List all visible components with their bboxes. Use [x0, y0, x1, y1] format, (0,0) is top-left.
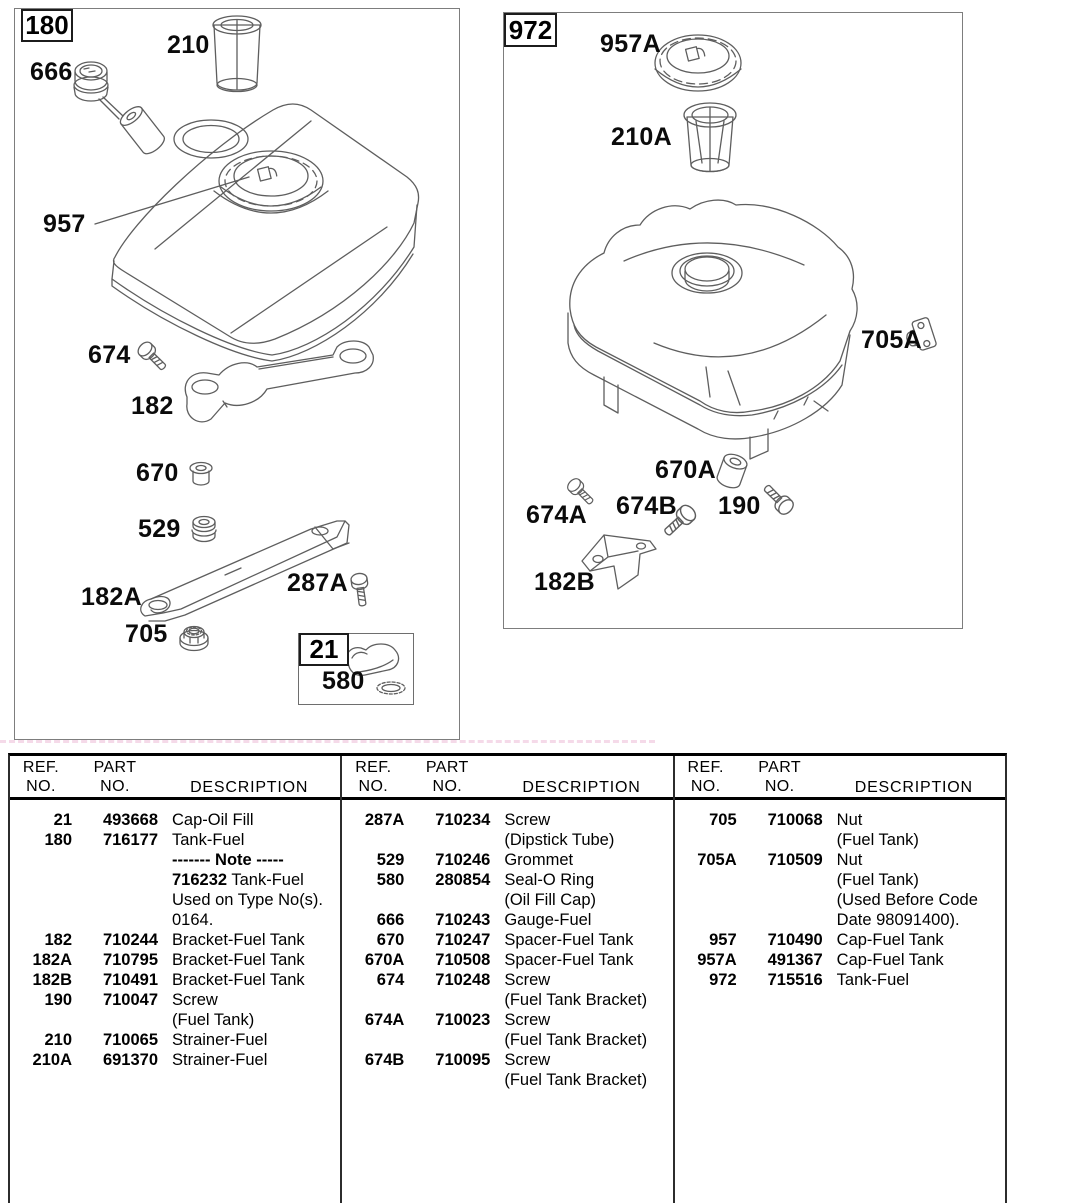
ref-no-cell: 705A	[697, 851, 737, 869]
description-cell: Screw (Fuel Tank)	[172, 991, 255, 1029]
screw-287A-drawing	[350, 572, 370, 606]
part-no-cell: 493668	[102, 811, 158, 829]
fuel-strainer-drawing	[213, 16, 261, 92]
table-row	[10, 1030, 340, 1050]
table-row	[342, 1050, 672, 1090]
part-no-cell: 710244	[102, 931, 158, 949]
part-no-cell: 710023	[435, 1011, 491, 1029]
parts-table	[8, 753, 1007, 1203]
ref-no-cell: 705	[709, 811, 737, 829]
callout-670: 670	[136, 459, 179, 487]
callout-529: 529	[138, 515, 181, 543]
fuel-cap-957A-drawing	[655, 35, 741, 91]
description-cell: Grommet	[504, 851, 574, 869]
screw-674-drawing	[135, 339, 169, 373]
part-no-header: PART NO.	[425, 759, 469, 795]
o-ring-drawing	[377, 682, 405, 694]
fuel-strainer-210A-drawing	[684, 103, 736, 172]
part-no-cell: 710234	[435, 811, 491, 829]
ref-no-cell: 674A	[364, 1011, 405, 1029]
table-row	[342, 810, 672, 850]
table-row	[342, 970, 672, 1010]
parts-table-section-3	[675, 756, 1005, 1203]
part-no-cell: 280854	[435, 871, 491, 889]
part-no-cell: 716177	[102, 831, 158, 849]
callout-210A: 210A	[611, 123, 672, 151]
ref-no-cell: 670A	[364, 951, 405, 969]
fuel-tank-972-drawing	[568, 200, 857, 459]
description-cell: Screw (Fuel Tank Bracket)	[504, 971, 648, 1009]
exploded-drawing-972	[504, 13, 962, 628]
callout-674A: 674A	[526, 501, 587, 529]
callout-182: 182	[131, 392, 174, 420]
description-cell: Bracket-Fuel Tank	[172, 931, 305, 949]
nut-705-drawing	[180, 627, 208, 651]
table-row	[675, 850, 1005, 930]
table-row	[10, 970, 340, 990]
ref-no-cell: 972	[709, 971, 737, 989]
table-row	[675, 810, 1005, 850]
table-row	[342, 910, 672, 930]
ref-no-cell: 580	[376, 871, 405, 889]
description-cell: Strainer-Fuel	[172, 1051, 268, 1069]
scan-artifact-line	[0, 740, 655, 743]
description-cell: Strainer-Fuel	[172, 1031, 268, 1049]
description-cell: Tank-Fuel	[836, 971, 910, 989]
part-no-cell: 710246	[435, 851, 491, 869]
callout-190: 190	[718, 492, 761, 520]
description-header: DESCRIPTION	[854, 779, 973, 796]
table-row	[675, 950, 1005, 970]
fuel-tank-drawing	[95, 104, 419, 361]
part-no-cell: 710508	[435, 951, 491, 969]
spacer-670-drawing	[190, 463, 212, 486]
part-no-cell: 710095	[435, 1051, 491, 1069]
ref-no-cell: 957A	[697, 951, 737, 969]
callout-674B: 674B	[616, 492, 677, 520]
description-cell: Nut (Fuel Tank) (Used Before Code Date 98091400).	[836, 851, 978, 929]
exploded-drawing-180	[15, 9, 459, 739]
description-cell: Screw (Fuel Tank Bracket)	[504, 1011, 648, 1049]
description-cell: Bracket-Fuel Tank	[172, 971, 305, 989]
ref-no-cell: 182	[44, 931, 72, 949]
callout-957: 957	[43, 210, 86, 238]
ref-no-cell: 957	[709, 931, 737, 949]
table-row	[342, 930, 672, 950]
table-header	[675, 756, 1005, 800]
diagram-box-972	[503, 12, 963, 629]
diagram-box-label-972: 972	[504, 13, 557, 47]
ref-no-cell: 529	[376, 851, 405, 869]
ref-no-cell: 210A	[32, 1051, 72, 1069]
part-no-cell: 710795	[102, 951, 158, 969]
description-header: DESCRIPTION	[522, 779, 641, 796]
description-cell: Seal-O Ring (Oil Fill Cap)	[504, 871, 596, 909]
callout-705: 705	[125, 620, 168, 648]
callout-666: 666	[30, 58, 73, 86]
part-no-cell: 491367	[767, 951, 823, 969]
description-cell: Spacer-Fuel Tank	[504, 951, 634, 969]
fuel-gauge-drawing	[74, 62, 167, 157]
ref-no-cell: 287A	[364, 811, 405, 829]
ref-no-cell: 21	[53, 811, 72, 829]
ref-no-cell: 670	[376, 931, 405, 949]
table-row	[10, 990, 340, 1030]
callout-210: 210	[167, 31, 210, 59]
parts-table-section-2	[342, 756, 674, 1203]
description-cell: Screw (Dipstick Tube)	[504, 811, 615, 849]
ref-no-cell: 666	[376, 911, 405, 929]
description-header: DESCRIPTION	[190, 779, 309, 796]
spacer-670A-drawing	[715, 451, 749, 490]
table-row	[675, 970, 1005, 990]
table-body	[10, 800, 340, 1070]
callout-705A: 705A	[861, 326, 922, 354]
table-row	[10, 950, 340, 970]
part-no-cell: 715516	[767, 971, 823, 989]
table-row	[10, 810, 340, 830]
part-no-cell: 710247	[435, 931, 491, 949]
table-row	[342, 1010, 672, 1050]
part-no-cell: 710068	[767, 811, 823, 829]
description-cell: Gauge-Fuel	[504, 911, 592, 929]
callout-287A: 287A	[287, 569, 348, 597]
table-row	[10, 830, 340, 930]
callout-674: 674	[88, 341, 131, 369]
callout-182B: 182B	[534, 568, 595, 596]
part-no-cell: 691370	[102, 1051, 158, 1069]
table-row	[342, 870, 672, 910]
callout-182A: 182A	[81, 583, 142, 611]
part-no-header: PART NO.	[93, 759, 137, 795]
table-header	[10, 756, 340, 800]
ref-no-cell: 210	[44, 1031, 72, 1049]
leader-line-957	[95, 177, 249, 224]
description-cell: Nut (Fuel Tank)	[836, 811, 919, 849]
callout-957A: 957A	[600, 30, 661, 58]
diagram-box-180	[14, 8, 460, 740]
description-cell: Cap-Oil Fill	[172, 811, 254, 829]
description-cell: Spacer-Fuel Tank	[504, 931, 634, 949]
description-cell: Cap-Fuel Tank	[836, 951, 944, 969]
part-no-cell: 710491	[102, 971, 158, 989]
description-cell: Tank-Fuel ------- Note ----- 716232 Tank-Fuel Used on Type No(s). 0164.	[172, 831, 324, 929]
description-cell: Cap-Fuel Tank	[836, 931, 944, 949]
grommet-529-drawing	[192, 517, 216, 542]
part-no-cell: 710243	[435, 911, 491, 929]
part-no-cell: 710047	[102, 991, 158, 1009]
table-row	[675, 930, 1005, 950]
table-row	[342, 850, 672, 870]
table-body	[675, 800, 1005, 990]
description-cell: Bracket-Fuel Tank	[172, 951, 305, 969]
part-no-cell: 710248	[435, 971, 491, 989]
description-cell: Screw (Fuel Tank Bracket)	[504, 1051, 648, 1089]
parts-table-section-1	[10, 756, 342, 1203]
callout-670A: 670A	[655, 456, 716, 484]
ref-no-cell: 182A	[32, 951, 72, 969]
ref-no-header: REF. NO.	[22, 759, 60, 795]
part-no-cell: 710490	[767, 931, 823, 949]
ref-no-header: REF. NO.	[355, 759, 392, 795]
screw-190-drawing	[760, 481, 796, 517]
ref-no-header: REF. NO.	[687, 759, 724, 795]
ref-no-cell: 190	[44, 991, 72, 1009]
diagram-box-label-180: 180	[21, 9, 73, 42]
part-no-cell: 710509	[767, 851, 823, 869]
part-no-cell: 710065	[102, 1031, 158, 1049]
part-no-header: PART NO.	[758, 759, 802, 795]
table-row	[10, 930, 340, 950]
table-row	[342, 950, 672, 970]
table-row	[10, 1050, 340, 1070]
ref-no-cell: 182B	[32, 971, 72, 989]
callout-580: 580	[322, 667, 365, 695]
table-header	[342, 756, 672, 800]
ref-no-cell: 674	[376, 971, 405, 989]
table-body	[342, 800, 672, 1090]
ref-no-cell: 180	[44, 831, 72, 849]
inset-box-label-21: 21	[299, 633, 349, 666]
ref-no-cell: 674B	[364, 1051, 405, 1069]
